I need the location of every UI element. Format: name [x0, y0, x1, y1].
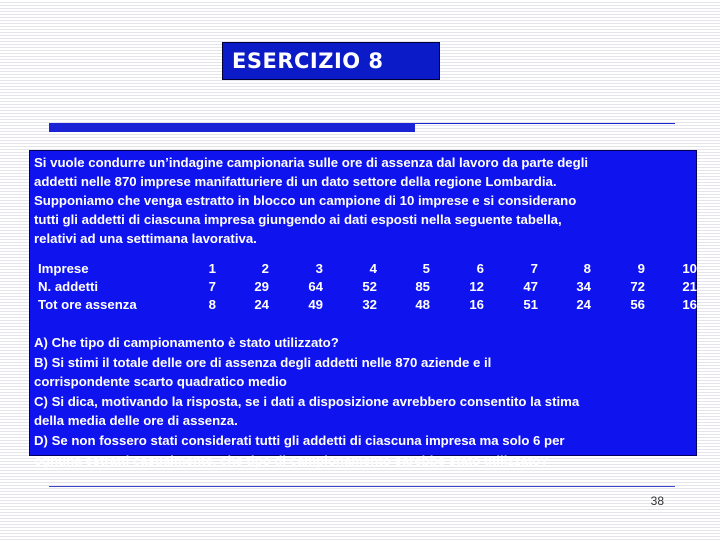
exercise-questions — [34, 333, 684, 470]
table-cell: 7 — [530, 261, 538, 276]
footer-rule — [49, 486, 675, 487]
exercise-intro — [34, 153, 684, 248]
slide-title: ESERCIZIO 8 — [232, 49, 384, 73]
table-cell: 24 — [254, 297, 269, 312]
question-line: ognuna estratti casualmente, che tipo di campionamento sarebbe stato utilizzato? — [34, 452, 549, 468]
table-cell: 16 — [682, 297, 697, 312]
intro-line: Si vuole condurre un’indagine campionaria sulle ore di assenza dal lavoro da parte degli — [34, 155, 589, 170]
table-cell: 3 — [315, 261, 323, 276]
title-box — [222, 42, 440, 80]
table-cell: 2 — [261, 261, 269, 276]
table-cell: 10 — [682, 261, 697, 276]
table-cell: 1 — [208, 261, 216, 276]
question-line: della media delle ore di assenza. — [34, 413, 238, 429]
intro-line: tutti gli addetti di ciascuna impresa giungendo ai dati esposti nella seguente tabella, — [34, 212, 562, 227]
table-cell: 51 — [523, 297, 538, 312]
intro-line: Supponiamo che venga estratto in blocco un campione di 10 imprese e si considerano — [34, 193, 577, 208]
question-line: D) Se non fossero stati considerati tutti gli addetti di ciascuna impresa ma solo 6 per — [34, 432, 565, 448]
exercise-panel — [29, 150, 697, 468]
table-cell: 72 — [630, 279, 645, 294]
table-cell: 6 — [476, 261, 484, 276]
table-cell: 8 — [208, 297, 216, 312]
table-cell: 48 — [415, 297, 430, 312]
question-line: C) Si dica, motivando la risposta, se i dati a disposizione avrebbero consentito la stima — [34, 393, 580, 409]
table-cell: 32 — [362, 297, 377, 312]
table-cell: 5 — [422, 261, 430, 276]
table-row — [30, 279, 698, 297]
table-cell: 8 — [583, 261, 591, 276]
question-line: B) Si stimi il totale delle ore di assenza degli addetti nelle 870 aziende e il — [34, 354, 492, 370]
table-cell: 9 — [637, 261, 645, 276]
table-row — [30, 261, 698, 279]
question-line: A) Che tipo di campionamento è stato utilizzato? — [34, 335, 339, 350]
table-cell: 47 — [523, 279, 538, 294]
table-cell: 12 — [469, 279, 484, 294]
table-cell: 52 — [362, 279, 377, 294]
intro-line: relativi ad una settimana lavorativa. — [34, 231, 257, 246]
page-number: 38 — [650, 494, 664, 508]
title-underline-thin — [415, 123, 675, 124]
table-cell: 85 — [415, 279, 430, 294]
title-underline-thick — [49, 123, 415, 132]
table-cell: 29 — [254, 279, 269, 294]
table-cell: 49 — [308, 297, 323, 312]
row-label: N. addetti — [38, 279, 99, 294]
intro-line: addetti nelle 870 imprese manifatturiere di un dato settore della regione Lombardia. — [34, 174, 557, 189]
table-cell: 24 — [576, 297, 591, 312]
table-cell: 64 — [308, 279, 323, 294]
table-cell: 16 — [469, 297, 484, 312]
table-row — [30, 297, 698, 315]
table-cell: 7 — [208, 279, 216, 294]
row-label: Tot ore assenza — [38, 297, 137, 312]
table-cell: 21 — [682, 279, 697, 294]
table-cell: 4 — [369, 261, 377, 276]
data-table — [30, 261, 698, 315]
table-cell: 34 — [576, 279, 591, 294]
row-label: Imprese — [38, 261, 89, 276]
table-cell: 56 — [630, 297, 645, 312]
question-line: corrispondente scarto quadratico medio — [34, 374, 287, 390]
